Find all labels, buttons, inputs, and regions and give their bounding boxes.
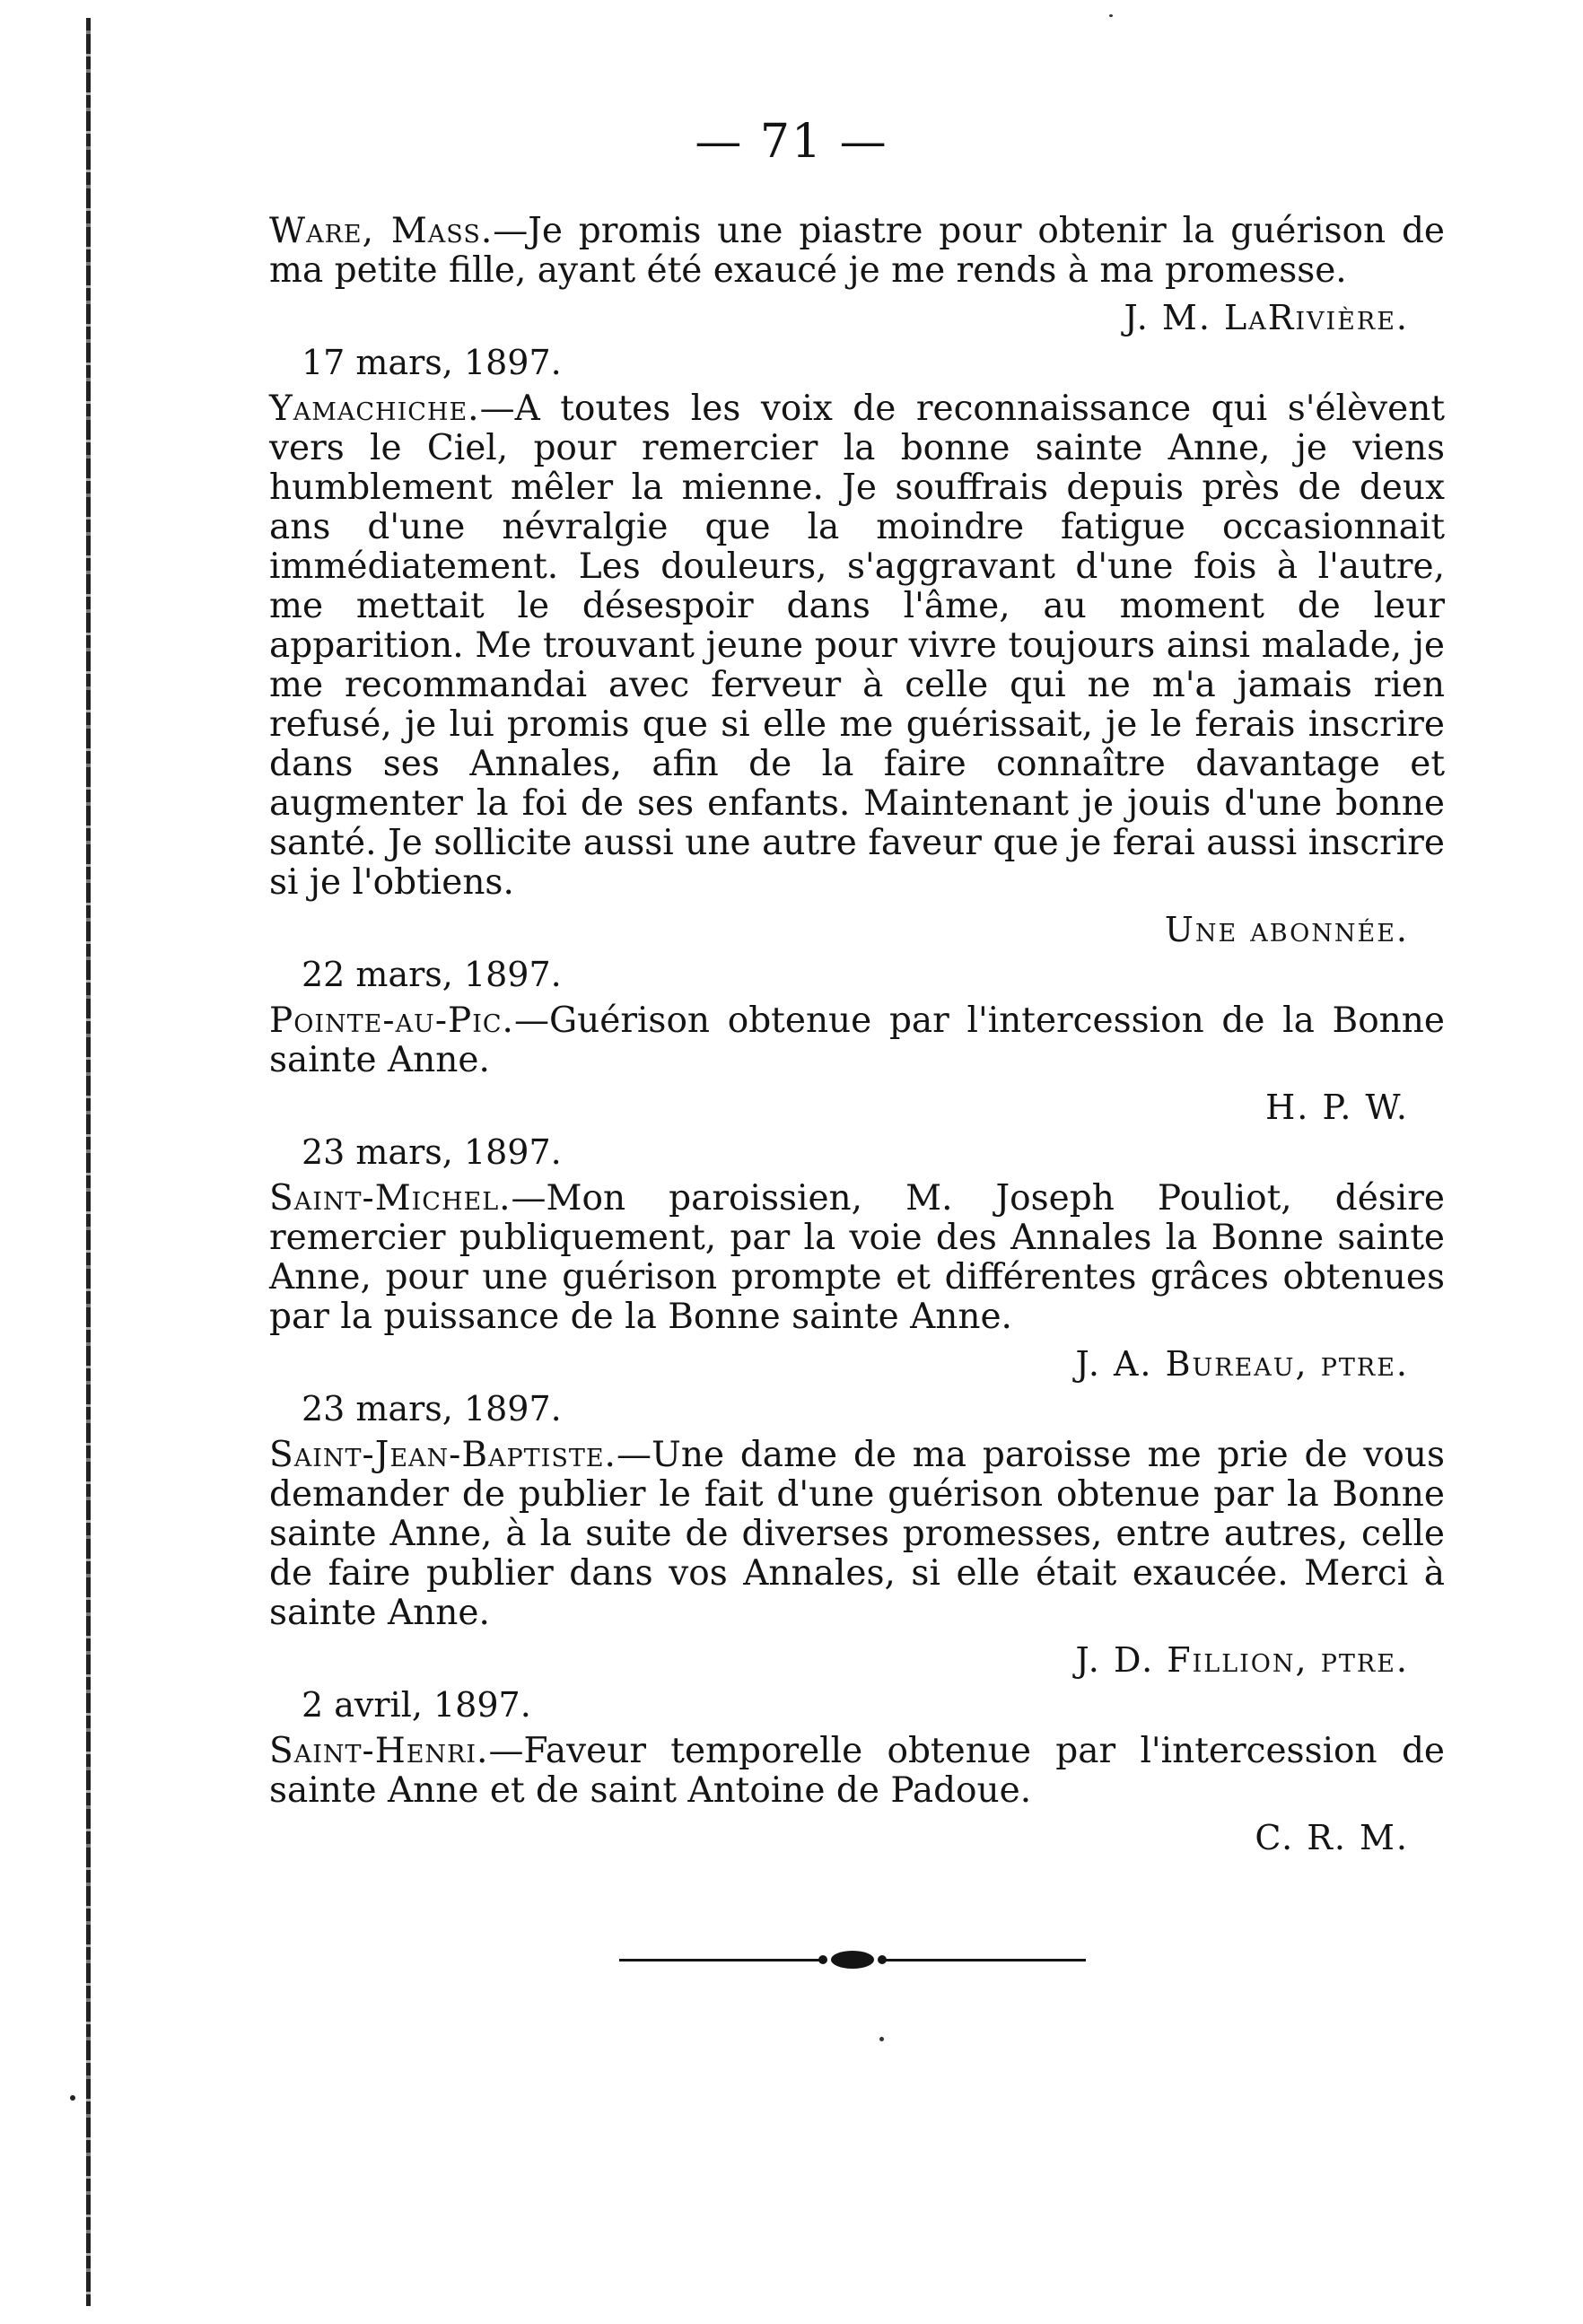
entry-paragraph	[269, 212, 1445, 291]
entry-place: Saint-Michel.	[269, 1178, 512, 1219]
entry-place: Saint-Jean-Baptiste.	[269, 1435, 617, 1475]
ornament-rule	[884, 1959, 1086, 1961]
entry-text: —Guérison obtenue par l'intercession de la Bonne sainte Anne.	[269, 1000, 1445, 1080]
entry-paragraph	[269, 1436, 1445, 1633]
entry-signature	[269, 1640, 1445, 1680]
entry-date: 17 mars, 1897.	[302, 343, 562, 382]
entry-text: —A toutes les voix de reconnaissance qui s'élèvent vers le Ciel, pour remercier la bonne sainte Anne, je viens humblement mêler la mienne. Je souffrais depuis près de deux ans d'une névralgie que la moindre fatigue occasionnait immédiatement. Les douleurs, s'aggravant d'une fois à l'autre, me mettait le désespoir dans l'âme, au moment de leur apparition. Me trouvant jeune pour vivre toujours ainsi malade, je me recommandai avec ferveur à celle qui ne m'a jamais rien refusé, je lui promis que si elle me guérissait, je le ferais inscrire dans ses Annales, afin de la faire connaître davantage et augmenter la foi de ses enfants. Maintenant je jouis d'une bonne santé. Je sollicite aussi une autre faveur que je ferai aussi inscrire si je l'obtiens.	[269, 389, 1445, 903]
entry-signature	[269, 298, 1445, 337]
entry-ware-mass	[269, 212, 1445, 337]
entry-signature	[269, 1344, 1445, 1384]
entry-saint-henri	[269, 1685, 1445, 1857]
entry-signature	[269, 910, 1445, 949]
entry-paragraph	[269, 1179, 1445, 1337]
entry-signature	[269, 1088, 1445, 1127]
entry-place: Saint-Henri.	[269, 1731, 489, 1771]
page-speck	[70, 2095, 75, 2101]
entry-place: Pointe-au-Pic.	[269, 1000, 514, 1041]
entry-place: Ware, Mass.	[269, 211, 494, 251]
binding-edge	[86, 18, 91, 2306]
signature-name: J. M. LaRivière.	[1124, 298, 1409, 337]
signature-name: H. P. W.	[1265, 1088, 1409, 1127]
entry-pointe-au-pic	[269, 955, 1445, 1127]
entry-yamachiche	[269, 343, 1445, 949]
entry-date: 22 mars, 1897.	[302, 955, 562, 994]
page-content	[269, 212, 1445, 1857]
entry-text: —Mon paroissien, M. Joseph Pouliot, désire remercier publiquement, par la voie des Annales la Bonne sainte Anne, pour une guérison prompte et différentes grâces obtenues par la puissance de la Bonne sainte Anne.	[269, 1178, 1445, 1337]
page-speck	[1109, 14, 1113, 17]
entry-paragraph	[269, 389, 1445, 903]
ornament-bead	[818, 1955, 827, 1964]
entry-paragraph	[269, 1001, 1445, 1080]
entry-text: —Une dame de ma paroisse me prie de vous demander de publier le fait d'une guérison obtenue par la Bonne sainte Anne, à la suite de diverses promesses, entre autres, celle de faire publier dans vos Annales, si elle était exaucée. Merci à sainte Anne.	[269, 1435, 1445, 1633]
entry-signature	[269, 1818, 1445, 1857]
end-ornament	[619, 1949, 1086, 1970]
entry-saint-michel	[269, 1132, 1445, 1384]
signature-name: J. A. Bureau, ptre.	[1075, 1344, 1409, 1384]
entry-date: 23 mars, 1897.	[302, 1389, 562, 1428]
entry-text: —Faveur temporelle obtenue par l'intercession de sainte Anne et de saint Antoine de Padoue.	[269, 1731, 1445, 1811]
entry-date: 2 avril, 1897.	[302, 1685, 531, 1725]
entry-text: —Je promis une piastre pour obtenir la guérison de ma petite fille, ayant été exaucé je me rends à ma promesse.	[269, 211, 1445, 291]
page-number: — 71 —	[695, 115, 888, 169]
signature-name: C. R. M.	[1255, 1818, 1409, 1857]
signature-name: Une abonnée.	[1164, 910, 1409, 949]
entry-paragraph	[269, 1732, 1445, 1811]
page-speck	[879, 2037, 884, 2041]
entry-date: 23 mars, 1897.	[302, 1132, 562, 1172]
signature-name: J. D. Fillion, ptre.	[1075, 1640, 1409, 1680]
ornament-rule	[619, 1959, 821, 1961]
ornament-center	[831, 1951, 874, 1969]
entry-saint-jean-baptiste	[269, 1389, 1445, 1680]
entry-place: Yamachiche.	[269, 389, 480, 429]
